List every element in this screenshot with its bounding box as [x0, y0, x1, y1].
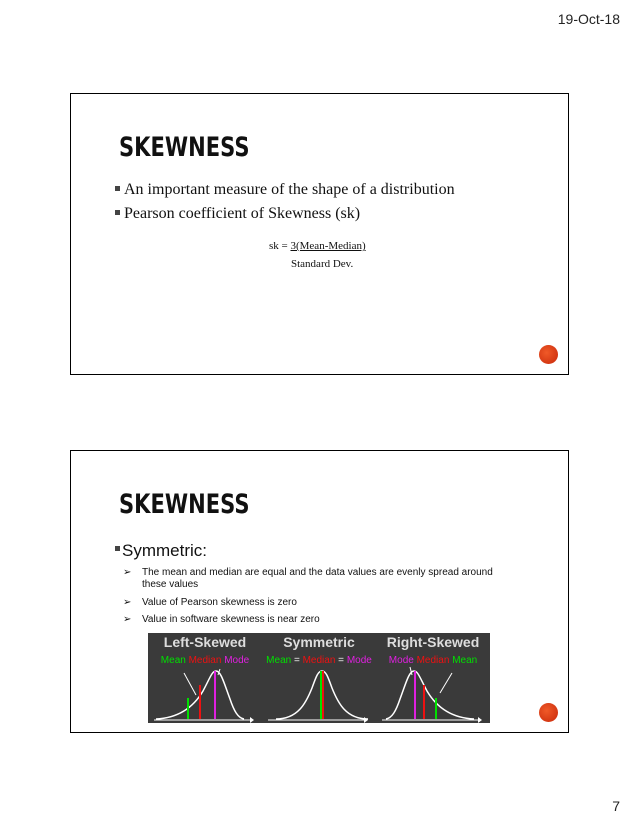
- arrow-bullet-icon: ➢: [123, 567, 132, 578]
- bullet-heading: Symmetric:: [115, 541, 207, 561]
- panel-title: Right-Skewed: [386, 634, 480, 650]
- square-bullet-icon: [115, 210, 120, 215]
- arrow-bullet-icon: ➢: [123, 614, 132, 625]
- axis-arrow-icon: [250, 717, 254, 723]
- formula-numerator-line: sk = 3(Mean-Median): [269, 240, 366, 252]
- panel-title: Left-Skewed: [163, 634, 247, 650]
- pointer-arrow: [184, 673, 196, 695]
- arrow-bullet-icon: ➢: [123, 597, 132, 608]
- bullet-item: An important measure of the shape of a distribution: [115, 181, 455, 199]
- slide-title: SKEWNESS: [119, 489, 250, 520]
- sub-bullet: ➢ The mean and median are equal and the data values are evenly spread around these values: [123, 567, 493, 590]
- mode-label: Mode: [346, 655, 372, 666]
- median-label: Median: [188, 655, 222, 666]
- panel-title: Symmetric: [283, 634, 355, 650]
- header-date: 19-Oct-18: [557, 11, 620, 27]
- sub-bullet: ➢ Value of Pearson skewness is zero: [123, 597, 297, 608]
- square-bullet-icon: [115, 186, 120, 191]
- panel-labels: Mean = Median = Mode: [266, 655, 372, 666]
- page-number: 7: [612, 798, 620, 814]
- axis-arrow-icon: [364, 717, 368, 723]
- distribution-curves: [148, 633, 490, 723]
- mode-label: Mode: [224, 655, 250, 666]
- skewness-figure: [148, 633, 490, 723]
- mean-label: Mean: [266, 655, 292, 666]
- right-skewed-curve: [386, 671, 474, 719]
- square-bullet-icon: [115, 546, 120, 551]
- bullet-item: Pearson coefficient of Skewness (sk): [115, 205, 360, 223]
- pointer-arrow: [440, 673, 452, 693]
- formula-denominator: Standard Dev.: [291, 258, 354, 270]
- slide-2: [70, 450, 569, 733]
- mode-label: Mode: [388, 655, 414, 666]
- axis-arrow-icon: [478, 717, 482, 723]
- mean-label: Mean: [160, 655, 186, 666]
- median-label: Median: [302, 655, 336, 666]
- median-label: Median: [416, 655, 450, 666]
- mean-label: Mean: [452, 655, 478, 666]
- accent-dot-icon: [539, 703, 558, 722]
- slide-1: [70, 93, 569, 375]
- slide-title: SKEWNESS: [119, 132, 250, 163]
- accent-dot-icon: [539, 345, 558, 364]
- sub-bullet: ➢ Value in software skewness is near zero: [123, 614, 320, 625]
